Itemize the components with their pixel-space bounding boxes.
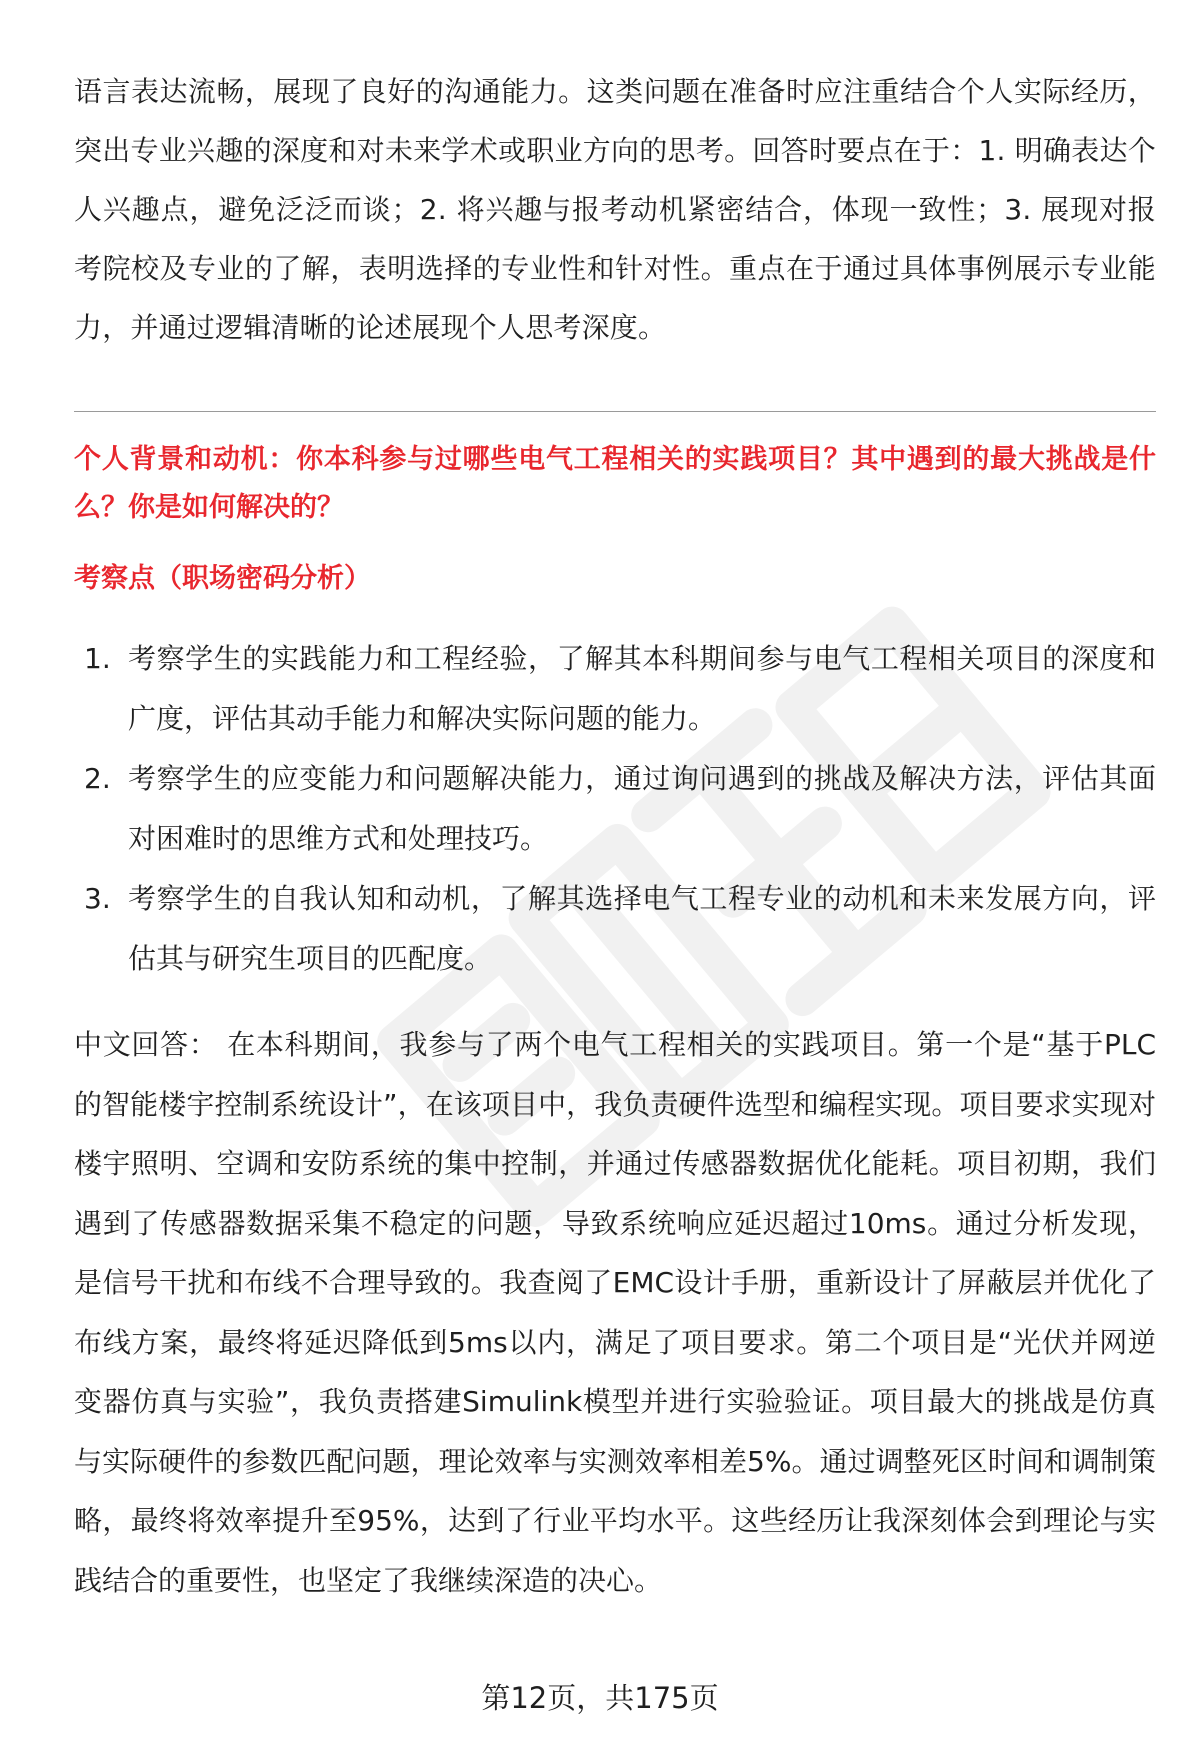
assessment-points-list xyxy=(74,629,1156,989)
question-heading: 个人背景和动机：你本科参与过哪些电气工程相关的实践项目？其中遇到的最大挑战是什么？你是如何解决的？ xyxy=(74,444,1156,523)
answer-paragraph: 中文回答： 在本科期间，我参与了两个电气工程相关的实践项目。第一个是“基于PLC的智能楼宇控制系统设计”，在该项目中，我负责硬件选型和编程实现。项目要求实现对楼宇照明、空调和安防系统的集中控制，并通过传感器数据优化能耗。项目初期，我们遇到了传感器数据采集不稳定的问题，导致系统响应延迟超过10ms。通过分析发现，是信号干扰和布线不合理导致的。我查阅了EMC设计手册，重新设计了屏蔽层并优化了布线方案，最终将延迟降低到5ms以内，满足了项目要求。第二个项目是“光伏并网逆变器仿真与实验”，我负责搭建Simulink模型并进行实验验证。项目最大的挑战是仿真与实际硬件的参数匹配问题，理论效率与实测效率相差5%。通过调整死区时间和调制策略，最终将效率提升至95%，达到了行业平均水平。这些经历让我深刻体会到理论与实践结合的重要性，也坚定了我继续深造的决心。 xyxy=(74,1028,1156,1597)
intro-paragraph: 语言表达流畅，展现了良好的沟通能力。这类问题在准备时应注重结合个人实际经历，突出专业兴趣的深度和对未来学术或职业方向的思考。回答时要点在于：1. 明确表达个人兴趣点，避免泛泛而谈；2. 将兴趣与报考动机紧密结合，体现一致性；3. 展现对报考院校及专业的了解，表明选择的专业性和针对性。重点在于通过具体事例展示专业能力，并通过逻辑清晰的论述展现个人思考深度。 xyxy=(74,75,1156,344)
list-item xyxy=(74,629,1156,749)
list-item xyxy=(74,749,1156,869)
list-item-number: 1. xyxy=(84,642,111,675)
section-divider xyxy=(74,411,1156,412)
list-item-text: 考察学生的实践能力和工程经验，了解其本科期间参与电气工程相关项目的深度和广度，评估其动手能力和解决实际问题的能力。 xyxy=(128,642,1156,735)
page-number-footer: 第12页，共175页 xyxy=(481,1681,719,1715)
list-item xyxy=(74,869,1156,989)
list-item-text: 考察学生的应变能力和问题解决能力，通过询问遇到的挑战及解决方法，评估其面对困难时的思维方式和处理技巧。 xyxy=(128,762,1156,855)
intro-section xyxy=(74,62,1156,357)
assessment-subheading: 考察点（职场密码分析） xyxy=(74,563,371,594)
list-item-number: 3. xyxy=(84,882,111,915)
list-item-number: 2. xyxy=(84,762,111,795)
list-item-text: 考察学生的自我认知和动机，了解其选择电气工程专业的动机和未来发展方向，评估其与研究生项目的匹配度。 xyxy=(128,882,1156,975)
